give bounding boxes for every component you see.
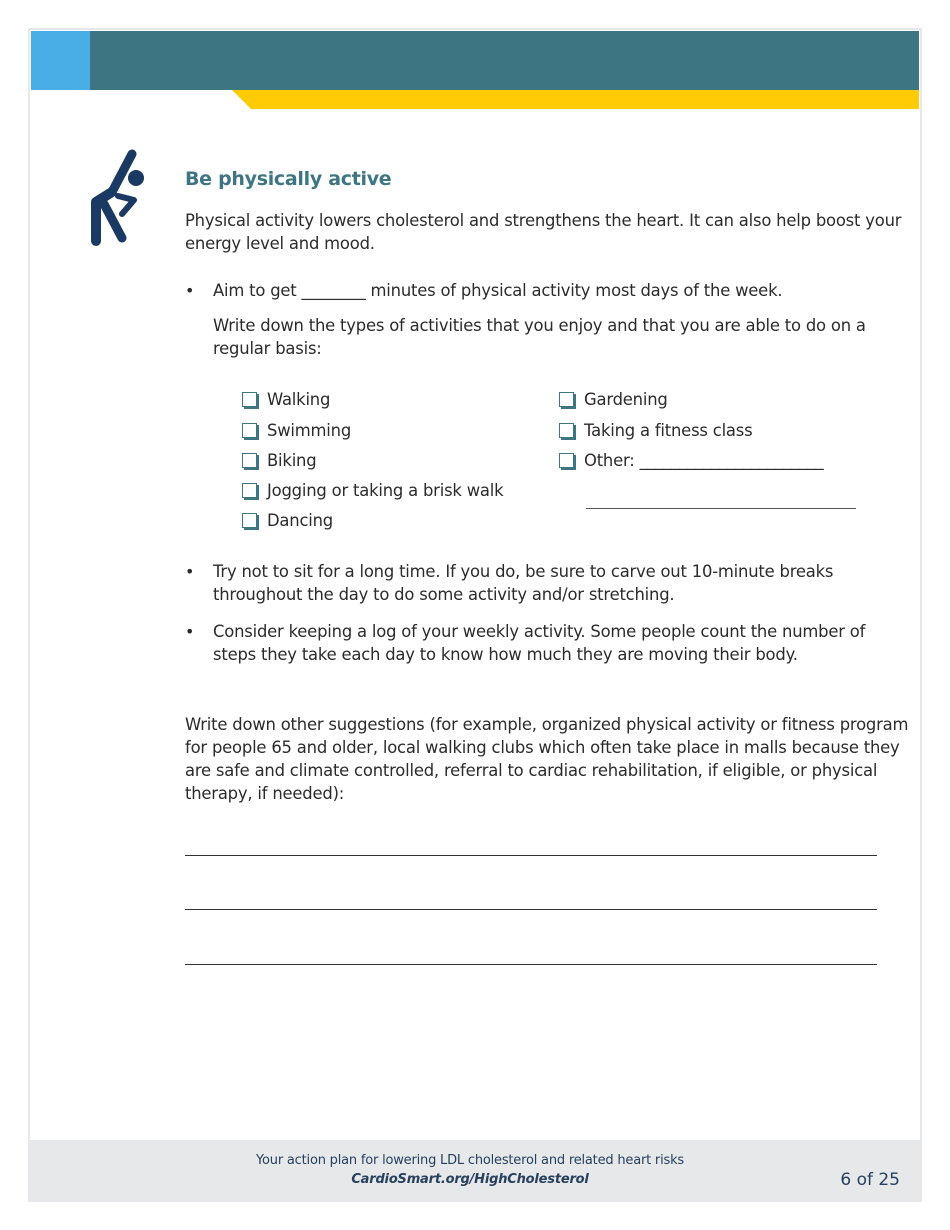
bullet-marker: •: [185, 622, 195, 641]
page-frame: [28, 28, 922, 1202]
intro-paragraph: Physical activity lowers cholesterol and strengthens the heart. It can also help boost your energy level and mood.: [185, 211, 902, 253]
checkbox-icon[interactable]: [242, 483, 257, 498]
checkbox-label: Biking: [267, 450, 317, 470]
checkbox-walking[interactable]: [242, 387, 330, 411]
checkbox-label: Taking a fitness class: [584, 420, 753, 440]
other-suggestions-prompt: Write down other suggestions (for example, organized physical activity or fitness program for people 65 and older, local walking clubs which often take place in malls because they are safe and climate controlled, referral to cardiac rehabilitation, if eligible, or physical therapy, if needed):: [185, 715, 909, 803]
checkbox-label: Dancing: [267, 510, 334, 530]
checkbox-label: Other: _______________________: [584, 450, 824, 470]
checkbox-label: Gardening: [584, 389, 668, 409]
checkbox-jogging[interactable]: [242, 478, 503, 502]
header-accent-block: [31, 31, 90, 90]
minutes-goal-text: Aim to get ________ minutes of physical activity most days of the week.: [213, 281, 783, 300]
stretching-person-icon: [82, 148, 152, 248]
checkbox-icon[interactable]: [242, 513, 257, 528]
checkbox-biking[interactable]: [242, 448, 316, 472]
sitting-tip-text: Try not to sit for a long time. If you do, be sure to carve out 10-minute breaks throughout the day to do some activity and/or stretching.: [213, 562, 834, 604]
checkbox-other[interactable]: [559, 448, 823, 472]
write-in-line[interactable]: [185, 909, 877, 910]
checkbox-label: Swimming: [267, 420, 352, 440]
checkbox-label: Walking: [267, 389, 331, 409]
write-in-line[interactable]: [185, 964, 877, 965]
checkbox-label: Jogging or taking a brisk walk: [267, 480, 504, 500]
checkbox-gardening[interactable]: [559, 387, 668, 411]
footer-url[interactable]: CardioSmart.org/HighCholesterol: [351, 1172, 589, 1187]
header-yellow-stripe: [232, 90, 919, 109]
footer-tagline: Your action plan for lowering LDL cholesterol and related heart risks: [256, 1153, 684, 1168]
bullet-marker: •: [185, 562, 195, 581]
activity-log-text: Consider keeping a log of your weekly activity. Some people count the number of steps they take each day to know how much they are moving their body.: [213, 622, 866, 664]
activities-prompt: Write down the types of activities that you enjoy and that you are able to do on a regular basis:: [213, 316, 866, 358]
checkbox-dancing[interactable]: [242, 508, 333, 532]
other-write-in-line[interactable]: [586, 508, 856, 509]
checkbox-icon[interactable]: [559, 392, 574, 407]
checkbox-icon[interactable]: [242, 453, 257, 468]
checkbox-swimming[interactable]: [242, 418, 351, 442]
checkbox-icon[interactable]: [242, 392, 257, 407]
write-in-line[interactable]: [185, 855, 877, 856]
checkbox-icon[interactable]: [559, 453, 574, 468]
header-band: [31, 31, 919, 90]
page-number: 6 of 25: [840, 1170, 900, 1190]
bullet-marker: •: [185, 281, 195, 300]
footer: [30, 1140, 920, 1200]
checkbox-fitness-class[interactable]: [559, 418, 752, 442]
section-title: Be physically active: [185, 168, 392, 190]
checkbox-icon[interactable]: [559, 423, 574, 438]
checkbox-icon[interactable]: [242, 423, 257, 438]
